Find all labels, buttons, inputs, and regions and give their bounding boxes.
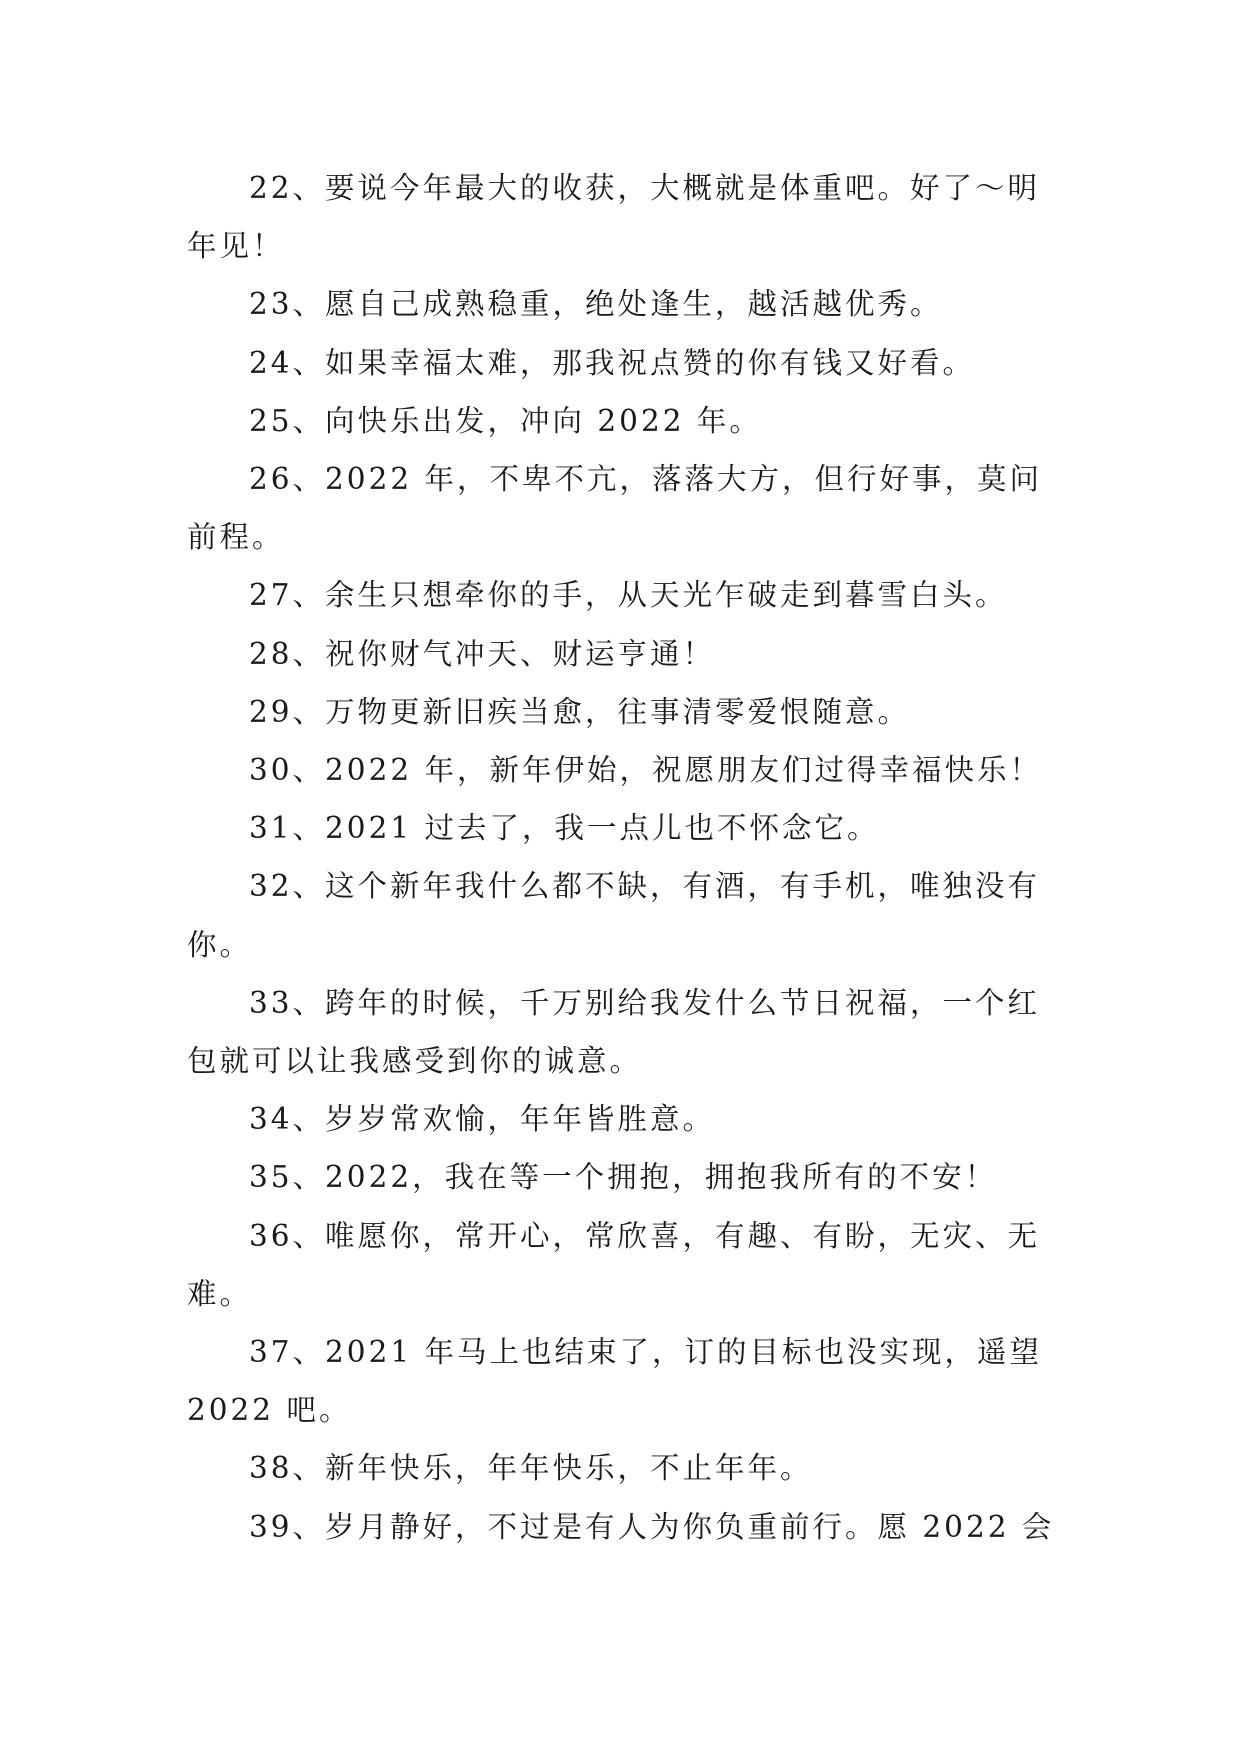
paragraph-35: 35、2022，我在等一个拥抱，拥抱我所有的不安！ (249, 1160, 998, 1195)
paragraph-36: 36、唯愿你，常开心，常欣喜，有趣、有盼，无灾、无难。 (187, 1218, 1041, 1311)
paragraph-38: 38、新年快乐，年年快乐，不止年年。 (249, 1451, 813, 1486)
paragraph-31: 31、2021 过去了，我一点儿也不怀念它。 (249, 811, 880, 846)
paragraph-24: 24、如果幸福太难，那我祝点赞的你有钱又好看。 (249, 345, 976, 380)
paragraph-37: 37、2021 年马上也结束了，订的目标也没实现，遥望 2022 吧。 (187, 1335, 1042, 1428)
paragraph-39: 39、岁月静好，不过是有人为你负重前行。愿 2022 会 (249, 1509, 1055, 1544)
paragraph-34: 34、岁岁常欢愉，年年皆胜意。 (249, 1102, 716, 1137)
paragraph-29: 29、万物更新旧疾当愈，往事清零爱恨随意。 (249, 694, 911, 729)
paragraph-27: 27、余生只想牵你的手，从天光乍破走到暮雪白头。 (249, 578, 1008, 613)
paragraph-23: 23、愿自己成熟稳重，绝处逢生，越活越优秀。 (249, 287, 943, 322)
paragraph-26: 26、2022 年，不卑不亢，落落大方，但行好事，莫问前程。 (187, 462, 1042, 555)
paragraph-22: 22、要说今年最大的收获，大概就是体重吧。好了～明年见！ (187, 171, 1041, 264)
paragraph-28: 28、祝你财气冲天、财运亨通！ (249, 636, 716, 671)
document-body (187, 159, 1055, 1556)
paragraph-30: 30、2022 年，新年伊始，祝愿朋友们过得幸福快乐！ (249, 753, 1042, 788)
paragraph-33: 33、跨年的时候，千万别给我发什么节日祝福，一个红包就可以让我感受到你的诚意。 (187, 985, 1041, 1079)
paragraph-25: 25、向快乐出发，冲向 2022 年。 (249, 403, 762, 438)
paragraph-32: 32、这个新年我什么都不缺，有酒，有手机，唯独没有你。 (187, 869, 1041, 962)
